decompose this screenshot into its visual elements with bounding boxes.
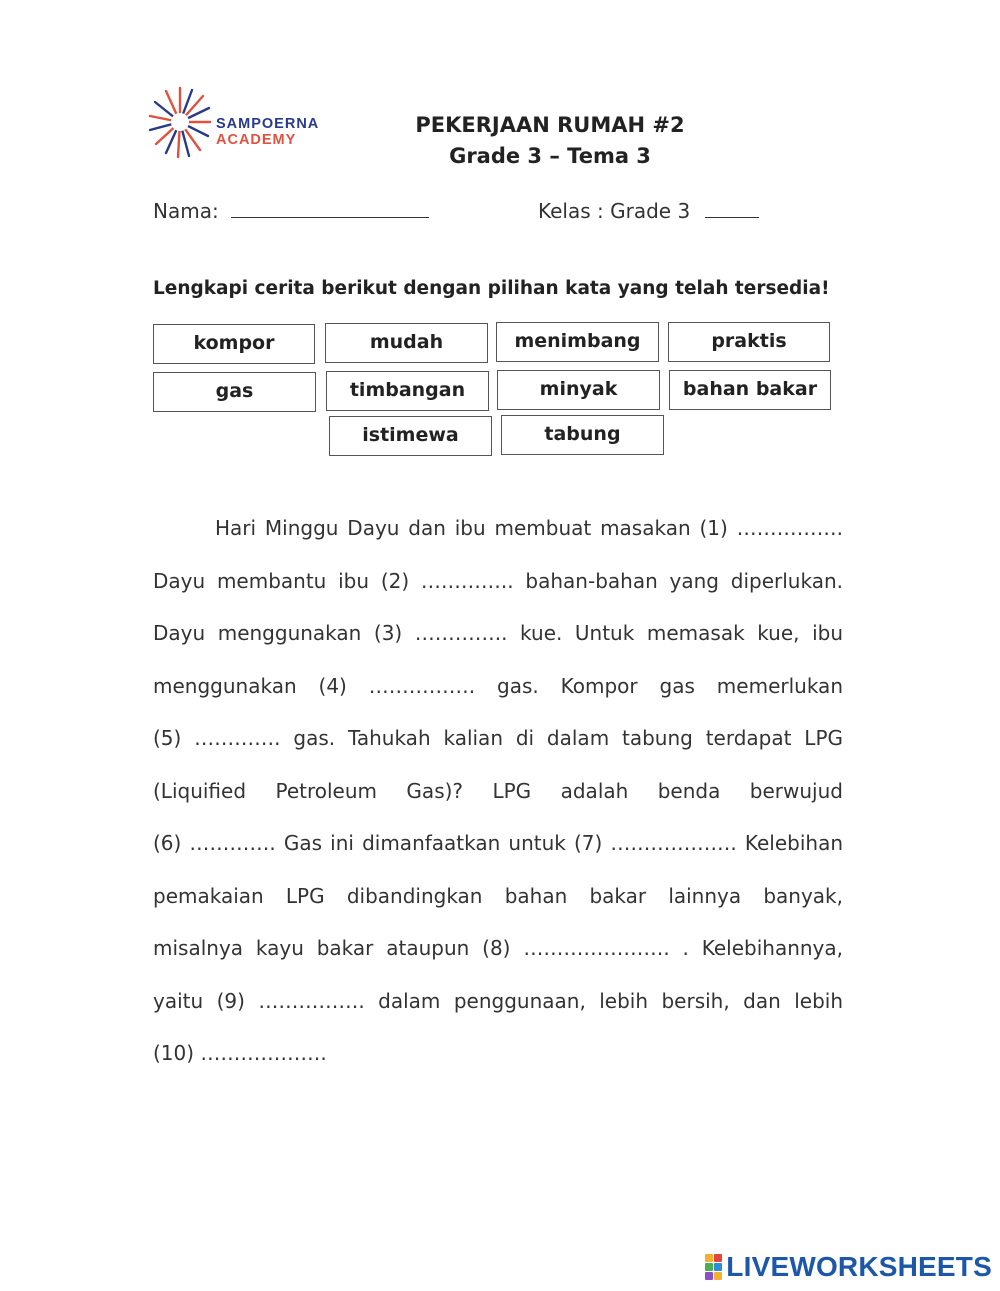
story-line: (10) ……………….: [153, 1041, 327, 1065]
class-input-line[interactable]: [705, 199, 759, 218]
story-line: (6) …………. Gas ini dimanfaatkan untuk (7) ………………. Kelebihan: [153, 831, 843, 855]
name-label: Nama:: [153, 199, 219, 223]
word-box[interactable]: istimewa: [329, 416, 492, 456]
class-label: Kelas : Grade 3: [538, 199, 691, 223]
liveworksheets-logo[interactable]: [705, 1250, 992, 1284]
word-box[interactable]: tabung: [501, 415, 664, 455]
word-box[interactable]: gas: [153, 372, 316, 412]
story-line: menggunakan (4) ……………. gas. Kompor gas memerlukan: [153, 673, 843, 698]
story-line: pemakaian LPG dibandingkan bahan bakar lainnya banyak,: [153, 883, 843, 908]
page-subtitle: Grade 3 – Tema 3: [449, 144, 651, 168]
word-box[interactable]: menimbang: [496, 322, 659, 362]
name-input-line[interactable]: [231, 199, 429, 218]
story-line: yaitu (9) ……………. dalam penggunaan, lebih bersih, dan lebih: [153, 988, 843, 1013]
liveworksheets-text: LIVEWORKSHEETS: [726, 1251, 992, 1282]
story-line: Hari Minggu Dayu dan ibu membuat masakan (1) …………….: [215, 516, 843, 540]
story-line: (5) …………. gas. Tahukah kalian di dalam tabung terdapat LPG: [153, 726, 843, 750]
name-field: [153, 199, 429, 223]
word-box[interactable]: bahan bakar: [669, 370, 831, 410]
starburst-icon: [148, 84, 212, 160]
word-box[interactable]: minyak: [497, 370, 660, 410]
word-box[interactable]: mudah: [325, 323, 488, 363]
story-line: (Liquified Petroleum Gas)? LPG adalah benda berwujud: [153, 778, 843, 803]
instruction-text: Lengkapi cerita berikut dengan pilihan kata yang telah tersedia!: [153, 278, 830, 299]
page-title: PEKERJAAN RUMAH #2: [415, 113, 685, 137]
word-box[interactable]: praktis: [668, 322, 830, 362]
word-box[interactable]: timbangan: [326, 371, 489, 411]
story-line: Dayu membantu ibu (2) ………….. bahan-bahan yang diperlukan.: [153, 568, 843, 593]
story-line: Dayu menggunakan (3) ………….. kue. Untuk memasak kue, ibu: [153, 621, 843, 645]
liveworksheets-icon: [705, 1254, 722, 1280]
class-field: [538, 199, 759, 223]
logo-text-line2: ACADEMY: [216, 132, 297, 148]
word-box[interactable]: kompor: [153, 324, 315, 364]
logo-text-line1: SAMPOERNA: [216, 116, 320, 132]
story-line: misalnya kayu bakar ataupun (8) …………………. . Kelebihannya,: [153, 936, 843, 960]
story-paragraph: [153, 502, 843, 1080]
